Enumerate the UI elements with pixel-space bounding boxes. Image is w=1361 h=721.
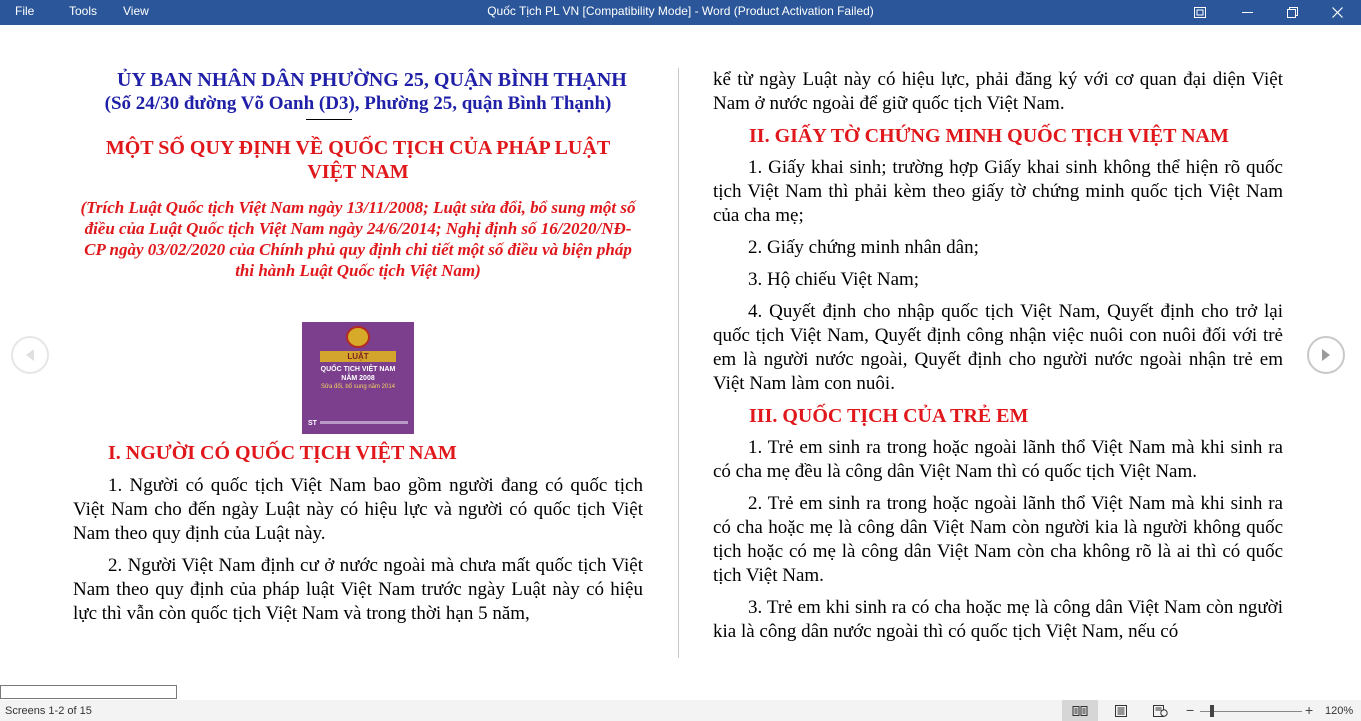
document-subtitle: (Trích Luật Quốc tịch Việt Nam ngày 13/11/2008; Luật sửa đổi, bổ sung một số điều của Luật Quốc tịch Việt Nam ngày 24/6/2014; Nghị định số 16/2020/NĐ-CP ngày 03/02/2020 của Chính phủ quy định chi tiết một số điều và biện pháp thi hành Luật Quốc tịch Việt Nam) bbox=[80, 198, 636, 280]
minimize-icon bbox=[1242, 12, 1253, 14]
section-3-para-3: 3. Trẻ em khi sinh ra có cha hoặc mẹ là công dân Việt Nam còn người kia là công dân nước ngoài thì có quốc tịch Việt Nam, nếu có bbox=[713, 597, 1283, 642]
restore-icon bbox=[1287, 7, 1298, 18]
publisher-line bbox=[320, 421, 408, 424]
section-2-title: II. GIẤY TỜ CHỨNG MINH QUỐC TỊCH VIỆT NAM bbox=[749, 125, 1229, 147]
chevron-left-icon bbox=[23, 347, 37, 363]
section-3-title: III. QUỐC TỊCH CỦA TRẺ EM bbox=[749, 405, 1029, 427]
cover-line-3: Sửa đổi, bổ sung năm 2014 bbox=[320, 384, 396, 390]
left-column-body bbox=[73, 441, 643, 626]
law-book-cover-image bbox=[302, 322, 414, 434]
print-layout-icon bbox=[1114, 705, 1128, 717]
menu-view[interactable]: View bbox=[123, 4, 149, 18]
left-column bbox=[73, 68, 643, 281]
header-line-2: (Số 24/30 đường Võ Oanh (D3), Phường 25, quận Bình Thạnh) bbox=[104, 93, 612, 114]
continued-paragraph: kể từ ngày Luật này có hiệu lực, phải đăng ký với cơ quan đại diện Việt Nam ở nước ngoài để giữ quốc tịch Việt Nam. bbox=[713, 69, 1283, 114]
section-1-para-1: 1. Người có quốc tịch Việt Nam bao gồm người đang có quốc tịch Việt Nam cho đến ngày Luật này có hiệu lực và người có quốc tịch Việt Nam theo quy định của Luật này. bbox=[73, 475, 643, 544]
title-bar bbox=[0, 0, 1361, 25]
national-emblem-icon bbox=[346, 326, 370, 348]
publisher-badge: ST bbox=[308, 420, 317, 427]
horizontal-scrollbar[interactable] bbox=[0, 685, 177, 699]
read-mode-button[interactable] bbox=[1062, 700, 1098, 721]
zoom-level[interactable]: 120% bbox=[1325, 705, 1354, 717]
zoom-in-button[interactable]: + bbox=[1305, 702, 1314, 718]
window-title: Quốc Tịch PL VN [Compatibility Mode] - Word (Product Activation Failed) bbox=[487, 4, 874, 18]
restore-button[interactable] bbox=[1270, 0, 1314, 25]
section-2-para-1: 1. Giấy khai sinh; trường hợp Giấy khai sinh không thể hiện rõ quốc tịch Việt Nam thì phải kèm theo giấy tờ chứng minh quốc tịch Việt Nam của cha mẹ; bbox=[713, 157, 1283, 226]
section-3-para-2: 2. Trẻ em sinh ra trong hoặc ngoài lãnh thổ Việt Nam mà khi sinh ra có cha hoặc mẹ là công dân Việt Nam còn người kia là người không quốc tịch hoặc có mẹ là công dân Việt Nam còn cha không rõ là ai thì có quốc tịch Việt Nam. bbox=[713, 493, 1283, 586]
previous-screen-button[interactable] bbox=[11, 336, 49, 374]
right-column bbox=[713, 68, 1283, 644]
zoom-out-button[interactable]: − bbox=[1186, 702, 1195, 718]
section-1-para-2: 2. Người Việt Nam định cư ở nước ngoài mà chưa mất quốc tịch Việt Nam theo quy định của pháp luật Việt Nam trước ngày Luật này có hiệu lực thì vẫn còn quốc tịch Việt Nam và trong thời hạn 5 năm, bbox=[73, 555, 643, 624]
read-mode-icon bbox=[1072, 705, 1088, 717]
section-1-title: I. NGƯỜI CÓ QUỐC TỊCH VIỆT NAM bbox=[108, 442, 457, 464]
cover-line-2: NĂM 2008 bbox=[341, 375, 375, 382]
web-layout-button[interactable] bbox=[1142, 700, 1178, 721]
document-title: MỘT SỐ QUY ĐỊNH VỀ QUỐC TỊCH CỦA PHÁP LUẬT VIỆT NAM bbox=[105, 137, 611, 183]
section-2-para-2: 2. Giấy chứng minh nhân dân; bbox=[748, 237, 979, 258]
section-2-para-4: 4. Quyết định cho nhập quốc tịch Việt Nam, Quyết định cho trở lại quốc tịch Việt Nam, Quyết định công nhận việc nuôi con nuôi đối với trẻ em là người nước ngoài, Quyết định cho người nước ngoài nhận trẻ em Việt Nam làm con nuôi. bbox=[713, 301, 1283, 394]
status-bar bbox=[0, 700, 1361, 721]
header-divider bbox=[306, 119, 352, 120]
section-2-para-3: 3. Hộ chiếu Việt Nam; bbox=[748, 269, 920, 290]
print-layout-button[interactable] bbox=[1103, 700, 1139, 721]
zoom-slider-thumb[interactable] bbox=[1210, 705, 1214, 717]
web-layout-icon bbox=[1152, 705, 1168, 717]
cover-line-1: QUỐC TỊCH VIỆT NAM bbox=[320, 366, 396, 373]
zoom-slider[interactable] bbox=[1200, 711, 1302, 712]
next-screen-button[interactable] bbox=[1307, 336, 1345, 374]
section-3-para-1: 1. Trẻ em sinh ra trong hoặc ngoài lãnh thổ Việt Nam mà khi sinh ra có cha mẹ đều là công dân Việt Nam thì có quốc tịch Việt Nam. bbox=[713, 437, 1283, 482]
screen-counter: Screens 1-2 of 15 bbox=[5, 705, 92, 717]
menu-file[interactable]: File bbox=[15, 4, 35, 18]
close-button[interactable] bbox=[1315, 0, 1359, 25]
chevron-right-icon bbox=[1319, 347, 1333, 363]
minimize-button[interactable] bbox=[1225, 0, 1269, 25]
close-icon bbox=[1332, 7, 1343, 18]
column-divider bbox=[678, 68, 679, 658]
cover-band: LUẬT bbox=[320, 351, 396, 362]
focus-mode-button[interactable] bbox=[1178, 0, 1222, 25]
focus-mode-icon bbox=[1194, 7, 1206, 18]
header-line-1: ỦY BAN NHÂN DÂN PHƯỜNG 25, QUẬN BÌNH THẠNH bbox=[117, 69, 627, 91]
menu-tools[interactable]: Tools bbox=[69, 4, 98, 18]
